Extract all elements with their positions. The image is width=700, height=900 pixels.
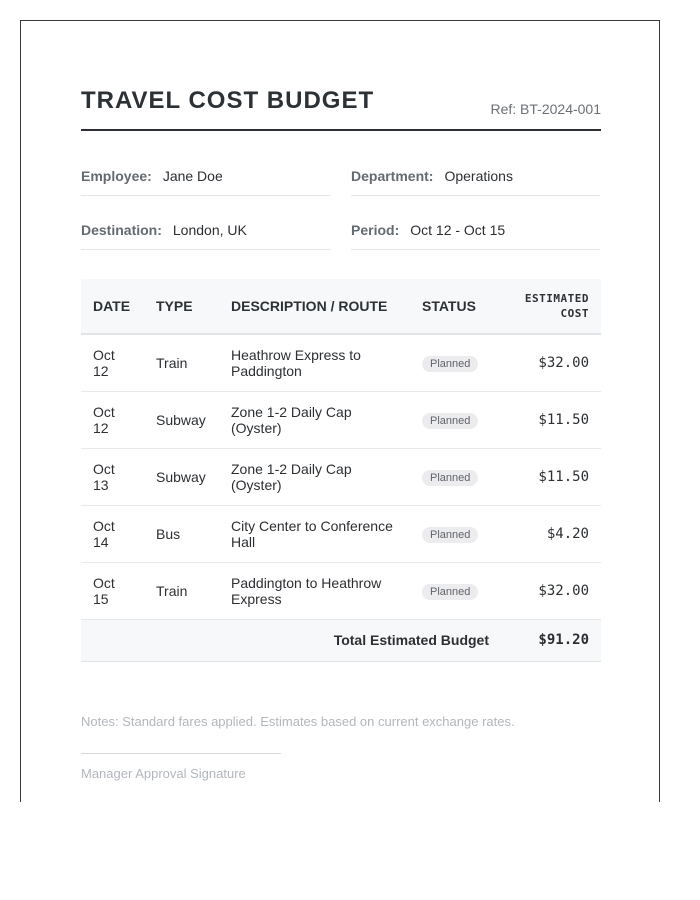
total-value: $91.20 xyxy=(538,632,589,648)
cell-status xyxy=(410,334,501,391)
document-title: TRAVEL COST BUDGET xyxy=(81,87,375,114)
cell-status xyxy=(410,448,501,505)
cell-type: Train xyxy=(156,582,188,599)
employee-label: Employee: xyxy=(81,168,152,184)
cell-cost: $32.00 xyxy=(538,582,589,599)
cell-type: Subway xyxy=(156,411,206,428)
cell-date: Oct 15 xyxy=(93,574,115,607)
table-row xyxy=(81,505,601,562)
table-row xyxy=(81,334,601,391)
trip-info xyxy=(81,156,601,264)
cell-status xyxy=(410,391,501,448)
cell-description: Paddington to Heathrow Express xyxy=(231,574,382,607)
header-description: DESCRIPTION / ROUTE xyxy=(231,298,388,314)
cell-description: City Center to Conference Hall xyxy=(231,517,393,550)
budget-sheet xyxy=(20,20,660,802)
table-row xyxy=(81,391,601,448)
cell-date: Oct 12 xyxy=(93,403,115,436)
cell-cost: $11.50 xyxy=(538,411,589,428)
notes-text: Notes: Standard fares applied. Estimates based on current exchange rates. xyxy=(81,714,515,729)
period-field xyxy=(351,210,600,250)
cell-cost: $32.00 xyxy=(538,354,589,371)
status-badge: Planned xyxy=(422,413,478,429)
header-estimated-cost xyxy=(501,279,601,334)
cell-cost: $4.20 xyxy=(546,525,589,542)
department-label: Department: xyxy=(351,168,434,184)
destination-field xyxy=(81,210,330,250)
employee-value: Jane Doe xyxy=(162,168,223,184)
status-badge: Planned xyxy=(422,356,478,372)
department-value: Operations xyxy=(444,168,513,184)
header-date: DATE xyxy=(93,298,131,314)
cell-status xyxy=(410,562,501,619)
destination-label: Destination: xyxy=(81,222,162,238)
total-row xyxy=(81,619,601,661)
sheet-content xyxy=(81,21,601,781)
signature-line xyxy=(81,753,281,754)
signature-label: Manager Approval Signature xyxy=(81,766,246,781)
cell-status xyxy=(410,505,501,562)
cost-table xyxy=(81,279,601,662)
cell-description: Heathrow Express to Paddington xyxy=(231,346,361,379)
status-badge: Planned xyxy=(422,527,478,543)
cell-description: Zone 1-2 Daily Cap (Oyster) xyxy=(231,403,352,436)
table-row xyxy=(81,448,601,505)
table-header-row xyxy=(81,279,601,334)
period-value: Oct 12 - Oct 15 xyxy=(410,222,506,238)
employee-field xyxy=(81,156,330,196)
header-cost-line1: ESTIMATED xyxy=(524,292,589,305)
cell-type: Train xyxy=(156,354,188,371)
status-badge: Planned xyxy=(422,470,478,486)
cell-date: Oct 12 xyxy=(93,346,115,379)
status-badge: Planned xyxy=(422,584,478,600)
total-label: Total Estimated Budget xyxy=(333,632,489,648)
cell-description: Zone 1-2 Daily Cap (Oyster) xyxy=(231,460,352,493)
cell-date: Oct 13 xyxy=(93,460,115,493)
cell-type: Bus xyxy=(156,525,181,542)
header-cost-line2: COST xyxy=(560,307,589,320)
period-label: Period: xyxy=(351,222,400,238)
cell-cost: $11.50 xyxy=(538,468,589,485)
cell-type: Subway xyxy=(156,468,206,485)
document-header xyxy=(81,87,601,131)
table-row xyxy=(81,562,601,619)
destination-value: London, UK xyxy=(172,222,247,238)
department-field xyxy=(351,156,600,196)
reference-number: Ref: BT-2024-001 xyxy=(490,101,601,117)
header-status: STATUS xyxy=(422,298,476,314)
cell-date: Oct 14 xyxy=(93,517,115,550)
header-type: TYPE xyxy=(156,298,193,314)
